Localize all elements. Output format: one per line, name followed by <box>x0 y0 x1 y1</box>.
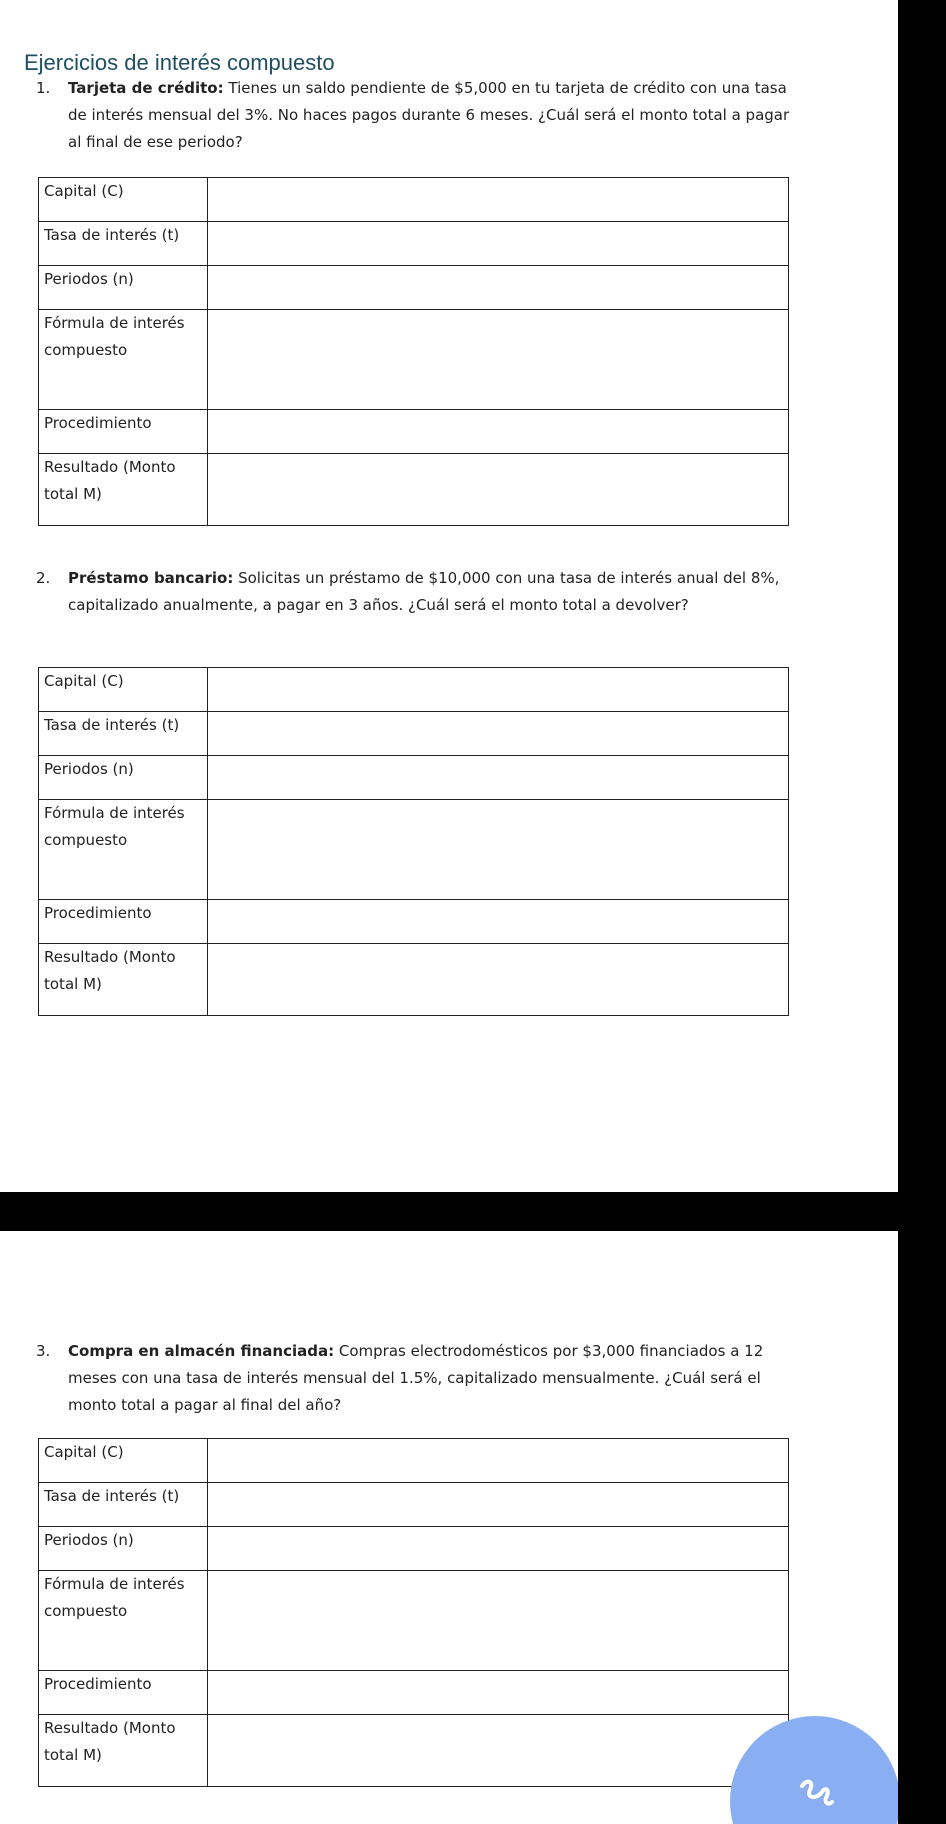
row-label-resultado: Resultado (Monto total M) <box>39 1715 208 1787</box>
row-label-capital: Capital (C) <box>39 668 208 712</box>
floating-assistant-button[interactable] <box>730 1716 898 1824</box>
answer-cell-periodos[interactable] <box>208 756 789 800</box>
answer-cell-formula[interactable] <box>208 310 789 410</box>
row-label-formula: Fórmula de interés compuesto <box>39 800 208 900</box>
exercise-1-table <box>38 177 789 526</box>
answer-cell-capital[interactable] <box>208 668 789 712</box>
row-label-resultado: Resultado (Monto total M) <box>39 944 208 1016</box>
exercise-number: 1. <box>36 79 51 97</box>
answer-cell-formula[interactable] <box>208 1571 789 1671</box>
exercise-3 <box>36 1338 796 1419</box>
exercise-text: Solicitas un préstamo de $10,000 con una tasa de interés anual del 8%, capitalizado anualmente, a pagar en 3 años. ¿Cuál será el monto total a devolver? <box>68 569 780 614</box>
answer-cell-procedimiento[interactable] <box>208 410 789 454</box>
row-label-procedimiento: Procedimiento <box>39 410 208 454</box>
row-label-periodos: Periodos (n) <box>39 1527 208 1571</box>
squiggle-icon <box>796 1772 836 1812</box>
exercise-text: Compras electrodomésticos por $3,000 financiados a 12 meses con una tasa de interés mensual del 1.5%, capitalizado mensualmente. ¿Cuál será el monto total a pagar al final del año? <box>68 1342 764 1414</box>
row-label-formula: Fórmula de interés compuesto <box>39 310 208 410</box>
row-label-periodos: Periodos (n) <box>39 756 208 800</box>
answer-cell-resultado[interactable] <box>208 454 789 526</box>
exercise-title: Compra en almacén financiada: <box>68 1342 335 1360</box>
answer-cell-procedimiento[interactable] <box>208 900 789 944</box>
answer-cell-formula[interactable] <box>208 800 789 900</box>
exercise-3-table <box>38 1438 789 1787</box>
exercise-title: Préstamo bancario: <box>68 569 234 587</box>
exercise-number: 3. <box>36 1342 51 1360</box>
exercise-number: 2. <box>36 569 51 587</box>
exercise-title: Tarjeta de crédito: <box>68 79 224 97</box>
answer-cell-procedimiento[interactable] <box>208 1671 789 1715</box>
answer-cell-capital[interactable] <box>208 1439 789 1483</box>
exercise-text: Tienes un saldo pendiente de $5,000 en tu tarjeta de crédito con una tasa de interés mensual del 3%. No haces pagos durante 6 meses. ¿Cuál será el monto total a pagar al final de ese periodo? <box>68 79 790 151</box>
answer-cell-periodos[interactable] <box>208 266 789 310</box>
row-label-periodos: Periodos (n) <box>39 266 208 310</box>
row-label-procedimiento: Procedimiento <box>39 900 208 944</box>
answer-cell-resultado[interactable] <box>208 1715 789 1787</box>
answer-cell-tasa[interactable] <box>208 1483 789 1527</box>
answer-cell-periodos[interactable] <box>208 1527 789 1571</box>
page-title: Ejercicios de interés compuesto <box>24 50 335 75</box>
row-label-formula: Fórmula de interés compuesto <box>39 1571 208 1671</box>
exercise-1 <box>36 75 796 156</box>
row-label-capital: Capital (C) <box>39 178 208 222</box>
row-label-tasa: Tasa de interés (t) <box>39 222 208 266</box>
answer-cell-resultado[interactable] <box>208 944 789 1016</box>
row-label-tasa: Tasa de interés (t) <box>39 712 208 756</box>
answer-cell-capital[interactable] <box>208 178 789 222</box>
answer-cell-tasa[interactable] <box>208 222 789 266</box>
answer-cell-tasa[interactable] <box>208 712 789 756</box>
exercise-2 <box>36 565 796 619</box>
row-label-procedimiento: Procedimiento <box>39 1671 208 1715</box>
row-label-resultado: Resultado (Monto total M) <box>39 454 208 526</box>
row-label-tasa: Tasa de interés (t) <box>39 1483 208 1527</box>
row-label-capital: Capital (C) <box>39 1439 208 1483</box>
exercise-2-table <box>38 667 789 1016</box>
